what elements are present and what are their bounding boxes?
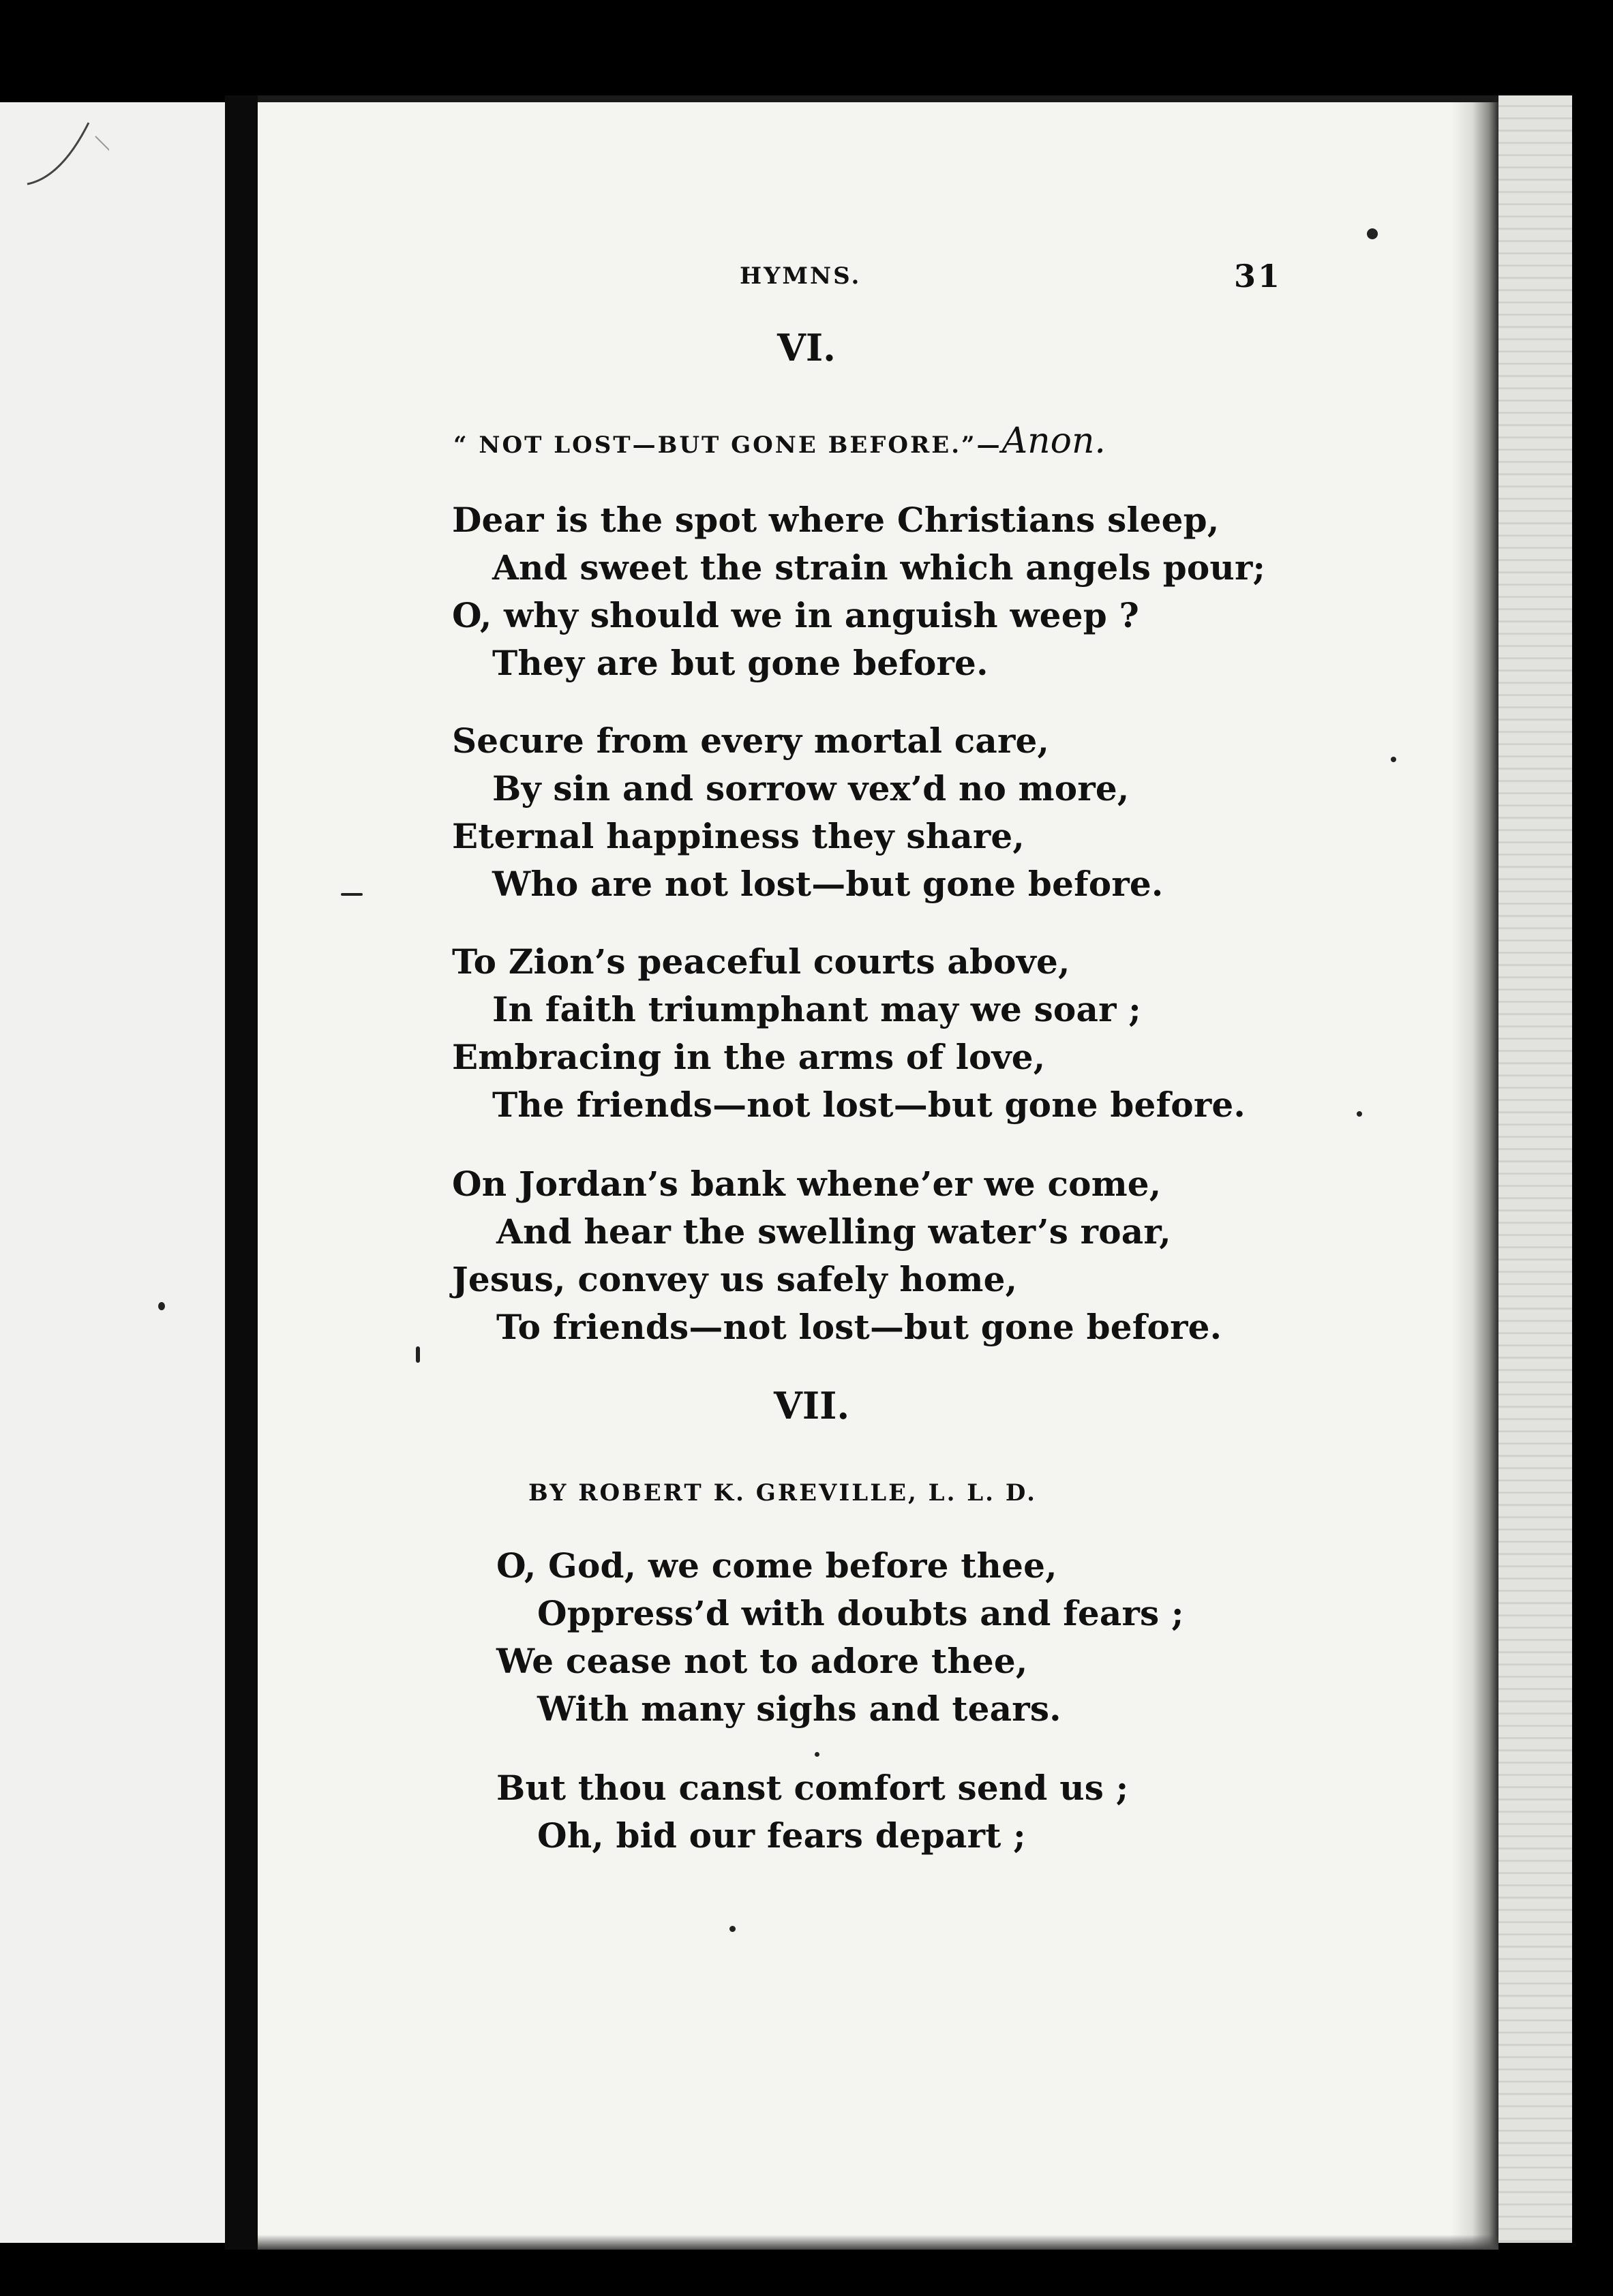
verse-line: They are but gone before. (492, 643, 989, 683)
verse-line: O, why should we in anguish weep ? (452, 595, 1139, 635)
page-number: 31 (1234, 258, 1282, 294)
page-edge-shadow (1451, 102, 1498, 2250)
scan-speck (1391, 757, 1396, 762)
verse-line: To friends—not lost—but gone before. (496, 1307, 1222, 1347)
hymn-title-text: “ NOT LOST—BUT GONE BEFORE.”— (453, 432, 1002, 459)
verse-line: Oh, bid our fears depart ; (537, 1815, 1026, 1856)
hymn-title (453, 421, 1106, 462)
verse-line: To Zion’s peaceful courts above, (452, 941, 1070, 982)
verse-line: In faith triumphant may we soar ; (492, 989, 1141, 1029)
running-head: HYMNS. (740, 262, 862, 290)
next-page-edge (1498, 95, 1572, 2243)
page-bottom-edge (258, 2235, 1498, 2250)
hymn-number: VII. (774, 1384, 850, 1428)
scan-speck (341, 893, 363, 896)
verse-line: Secure from every mortal care, (452, 721, 1050, 761)
verse-line: Who are not lost—but gone before. (492, 864, 1164, 904)
scan-speck (416, 1346, 420, 1363)
verse-line: Jesus, convey us safely home, (452, 1259, 1018, 1299)
scan-speck (158, 1302, 165, 1310)
previous-page-edge (0, 102, 225, 2243)
verse-line: Dear is the spot where Christians sleep, (452, 500, 1220, 540)
verse-line: By sin and sorrow vex’d no more, (492, 768, 1130, 809)
scan-speck (1357, 1111, 1362, 1117)
verse-line: O, God, we come before thee, (496, 1545, 1057, 1586)
scan-speck (729, 1926, 736, 1932)
scan-speck (1367, 228, 1378, 239)
ink-mark-icon (14, 116, 109, 198)
scan-speck (815, 1752, 819, 1757)
verse-line: But thou canst comfort send us ; (496, 1768, 1129, 1808)
verse-line: We cease not to adore thee, (496, 1641, 1028, 1681)
verse-line: And hear the swelling water’s roar, (496, 1211, 1171, 1252)
hymn-attribution: Anon. (1001, 421, 1106, 462)
verse-line: Eternal happiness they share, (452, 816, 1025, 856)
verse-line: On Jordan’s bank whene’er we come, (452, 1164, 1162, 1204)
verse-line: And sweet the strain which angels pour; (492, 547, 1266, 588)
page-gutter (225, 95, 258, 2250)
verse-line: With many sighs and tears. (537, 1689, 1061, 1729)
verse-line: Oppress’d with doubts and fears ; (537, 1593, 1184, 1633)
verse-line: The friends—not lost—but gone before. (492, 1085, 1246, 1125)
hymn-title: BY ROBERT K. GREVILLE, L. L. D. (528, 1479, 1037, 1507)
hymn-number: VI. (777, 326, 836, 369)
verse-line: Embracing in the arms of love, (452, 1037, 1046, 1077)
